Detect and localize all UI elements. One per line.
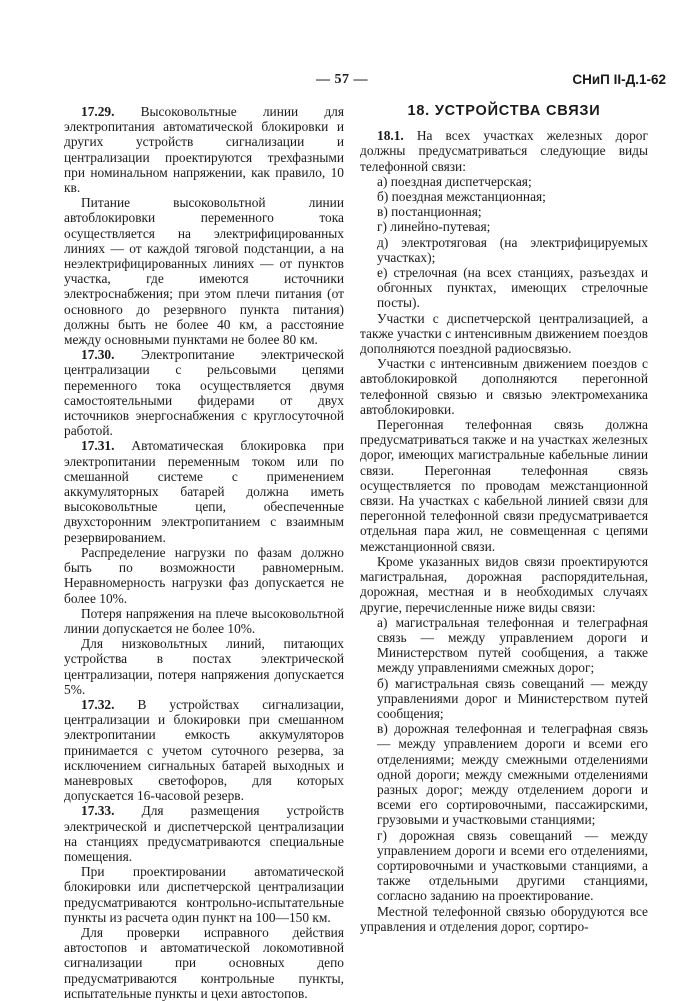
clause-text: В устройствах сигнализации, централизации и блокировки при смешанном электропитании емкость аккумуляторов принимается с учетом суточного резерва, за исключением сигнальных батарей выходных и маневровых светофоров, для которых допускается 16-часовой резерв. — [64, 696, 344, 804]
document-code: СНиП II-Д.1-62 — [572, 72, 666, 87]
list-item: г) линейно-путевая; — [377, 219, 491, 235]
paragraph: Для проверки исправного действия автостопов и автоматической локомотивной сигнализации при основных депо предусматриваются контрольные пункты, испытательные пункты и цехи автостопов. — [64, 924, 344, 1001]
list-item: г) дорожная связь совещаний — между управлением дороги и всеми его отделениями, сортировочными и участковыми станциями, а также отдельными другими станциями, согласно заданию на проектирование. — [377, 827, 648, 904]
list-item: в) дорожная телефонная и телеграфная связь — между управлением дороги и всеми его отделениями; между смежными отделениями одной дороги; между смежными отделениями разных дорог; между отделением дороги и всеми его сортировочными, пассажирскими, грузовыми и участковыми станциями; — [377, 721, 648, 828]
paragraph: При проектировании автоматической блокировки или диспетчерской централизации предусматриваются контрольно-испытательные пункты из расчета один пункт на 100—150 км. — [64, 864, 344, 925]
clause-number: 17.30. — [81, 347, 115, 363]
clause-text: Высоковольтные линии для электропитания автоматической блокировки и других устройств сигнализации и централизации проектируются трехфазными при номинальном напряжении, как правило, 10 кв. — [64, 104, 344, 196]
paragraph: Перегонная телефонная связь должна предусматриваться также и на участках железных дорог, имеющих магистральные кабельные линии связи. Перегонная телефонная связь осуществляется по проводам межстанционной связи. На участках с кабельной линией связи для перегонной телефонной связи предусматривается отдельная пара жил, не совмещенная с цепями межстанционной связи. — [360, 417, 648, 554]
list-item: б) магистральная связь совещаний — между управлениями дорог и Министерством путей сообщения; — [377, 675, 648, 721]
clause-text: Автоматическая блокировка при электропитании переменным током или по смешанной системе с применением аккумуляторных батарей должна иметь высоковольтные цепи, обеспеченные двухсторонним электропитанием с взаимным резервированием. — [64, 438, 344, 545]
clause-text: Для размещения устройств электрической и диспетчерской централизации на станциях предусматриваются специальные помещения. — [64, 803, 344, 864]
clause-number: 17.29. — [81, 104, 115, 119]
list-item: в) постанционная; — [377, 204, 482, 220]
paragraph-17-30 — [64, 347, 344, 438]
paragraph: Для низковольтных линий, питающих устройства в постах электрической централизации, потеря напряжения допускается 5%. — [64, 636, 344, 697]
paragraph-17-31 — [64, 438, 344, 544]
paragraph: Участки с диспетчерской централизацией, а также участки с интенсивным движением поездов дополняются поездной радиосвязью. — [360, 310, 648, 357]
communication-types-list — [360, 615, 648, 904]
paragraph: Питание высоковольтной линии автоблокировки переменного тока осуществляется на электрифицированных линиях — от каждой тяговой подстанции, а на неэлектрифицированных линиях — от пунктов участка, где имеются источники электроснабжения; при этом плечи питания (от основного до резервного пункта питания) должны быть не более 40 км, а расстояние между основными пунктами не более 80 км. — [64, 195, 344, 348]
right-column — [360, 104, 648, 934]
list-item: а) поездная диспетчерская; — [377, 173, 532, 189]
list-item: б) поездная межстанционная; — [377, 189, 546, 205]
paragraph: Потеря напряжения на плече высоковольтной линии допускается не более 10%. — [64, 605, 344, 636]
page-number: — 57 — — [316, 72, 368, 87]
clause-number: 17.32. — [81, 696, 115, 712]
paragraph-17-29 — [64, 104, 344, 195]
list-item: е) стрелочная (на всех станциях, разъездах и обгонных пунктах, имеющих стрелочные посты). — [377, 265, 648, 311]
clause-number: 17.33. — [81, 803, 115, 819]
telephone-types-list — [360, 174, 648, 311]
clause-number: 17.31. — [81, 438, 115, 454]
clause-text: Электропитание электрической централизации с рельсовыми цепями переменного тока осуществляется двумя самостоятельными фидерами от двух источников энергоснабжения с круглосуточной работой. — [64, 347, 344, 439]
clause-number: 18.1. — [377, 128, 404, 144]
paragraph: Кроме указанных видов связи проектируются магистральная, дорожная распорядительная, дорожная, местная и в необходимых случаях другие, перечисленные ниже виды связи: — [360, 553, 648, 615]
paragraph-17-33 — [64, 803, 344, 864]
list-item: д) электротяговая (на электрифицируемых участках); — [377, 234, 648, 265]
paragraph-17-32 — [64, 697, 344, 803]
paragraph: Распределение нагрузки по фазам должно быть по возможности равномерным. Неравномерность нагрузки фаз допускается не более 10%. — [64, 544, 344, 606]
paragraph: Участки с интенсивным движением поездов с автоблокировкой дополняются перегонной телефонной связью и связью электромеханика автоблокировки. — [360, 356, 648, 417]
section-title: 18. УСТРОЙСТВА СВЯЗИ — [407, 103, 601, 119]
clause-text: На всех участках железных дорог должны предусматриваться следующие виды телефонной связи: — [360, 128, 648, 174]
left-column — [64, 104, 344, 1001]
paragraph: Местной телефонной связью оборудуются все управления и отделения дорог, сортиро- — [360, 903, 648, 934]
list-item: а) магистральная телефонная и телеграфная связь — между управлением дороги и Министерством путей сообщения, а также между управлениями смежных дорог; — [377, 614, 648, 676]
paragraph-18-1 — [360, 128, 648, 174]
